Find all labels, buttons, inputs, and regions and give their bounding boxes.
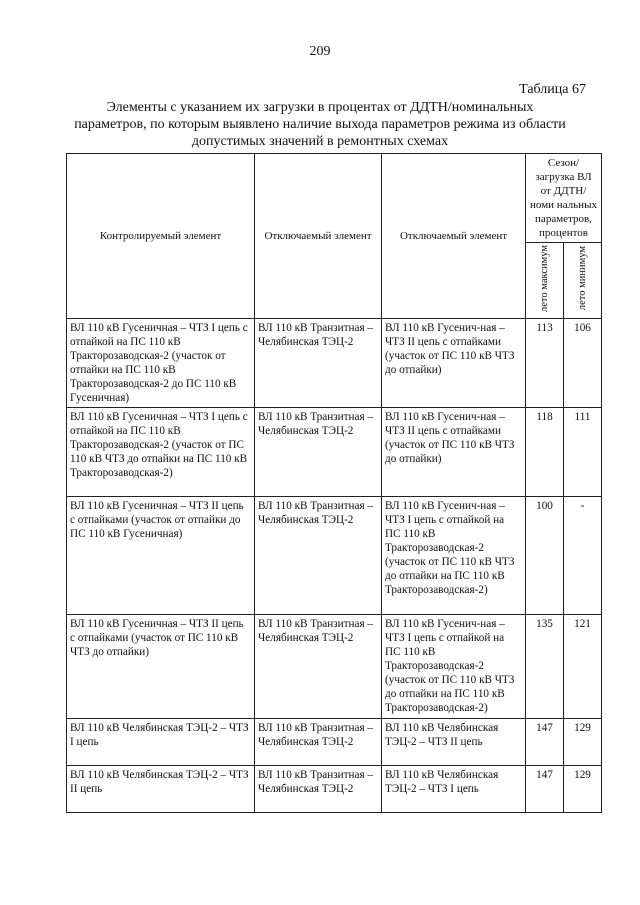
cell-disconnected-element-1: ВЛ 110 кВ Транзитная – Челябинская ТЭЦ-2 [255,496,382,614]
header-summer-min: лето минимум [577,246,588,311]
table-title: Элементы с указанием их загрузки в процентах от ДДТН/номинальных параметров, по которым выявлено наличие выхода параметров режима из области допустимых значений в ремонтных схемах [74,100,566,149]
table-row [67,614,602,718]
table-row [67,318,602,407]
cell-disconnected-element-2: ВЛ 110 кВ Гусенич-ная – ЧТЗ II цепь с отпайками (участок от ПС 110 кВ ЧТЗ до отпайки) [382,407,526,496]
cell-summer-min: 121 [564,614,602,718]
cell-summer-min: 129 [564,718,602,765]
cell-disconnected-element-1: ВЛ 110 кВ Транзитная – Челябинская ТЭЦ-2 [255,614,382,718]
header-disconnected-element-2: Отключаемый элемент [382,154,526,319]
page-number: 209 [309,44,331,59]
cell-disconnected-element-2: ВЛ 110 кВ Гусенич-ная – ЧТЗ I цепь с отпайкой на ПС 110 кВ Тракторозаводская-2 (участок от ПС 110 кВ ЧТЗ до отпайки на ПС 110 кВ Тракторозаводская-2) [382,496,526,614]
cell-summer-max: 135 [526,614,564,718]
cell-controlled-element: ВЛ 110 кВ Гусеничная – ЧТЗ I цепь с отпайкой на ПС 110 кВ Тракторозаводская-2 (участок от отпайки на ПС 110 кВ Тракторозаводская-2 до ПС 110 кВ Гусеничная) [67,318,255,407]
cell-disconnected-element-1: ВЛ 110 кВ Транзитная – Челябинская ТЭЦ-2 [255,318,382,407]
table-row [67,407,602,496]
cell-disconnected-element-2: ВЛ 110 кВ Челябинская ТЭЦ-2 – ЧТЗ I цепь [382,765,526,812]
cell-disconnected-element-1: ВЛ 110 кВ Транзитная – Челябинская ТЭЦ-2 [255,765,382,812]
table-row [67,496,602,614]
header-summer-min-cell [564,243,602,319]
cell-disconnected-element-2: ВЛ 110 кВ Гусенич-ная – ЧТЗ I цепь с отпайкой на ПС 110 кВ Тракторозаводская-2 (участок от ПС 110 кВ ЧТЗ до отпайки на ПС 110 кВ Тракторозаводская-2) [382,614,526,718]
table-row [67,765,602,812]
cell-disconnected-element-1: ВЛ 110 кВ Транзитная – Челябинская ТЭЦ-2 [255,407,382,496]
cell-summer-min: 106 [564,318,602,407]
cell-controlled-element: ВЛ 110 кВ Гусеничная – ЧТЗ I цепь с отпайкой на ПС 110 кВ Тракторозаводская-2 (участок от ПС 110 кВ ЧТЗ до отпайки на ПС 110 кВ Тракторозаводская-2) [67,407,255,496]
cell-summer-max: 113 [526,318,564,407]
cell-disconnected-element-2: ВЛ 110 кВ Челябинская ТЭЦ-2 – ЧТЗ II цепь [382,718,526,765]
cell-summer-max: 147 [526,765,564,812]
header-disconnected-element-1: Отключаемый элемент [255,154,382,319]
cell-summer-min: - [564,496,602,614]
header-controlled-element: Контролируемый элемент [67,154,255,319]
cell-controlled-element: ВЛ 110 кВ Гусеничная – ЧТЗ II цепь с отпайками (участок от ПС 110 кВ ЧТЗ до отпайки) [67,614,255,718]
header-summer-max: лето максимум [539,245,550,312]
cell-summer-max: 100 [526,496,564,614]
cell-disconnected-element-1: ВЛ 110 кВ Транзитная – Челябинская ТЭЦ-2 [255,718,382,765]
header-summer-max-cell [526,243,564,319]
table-row [67,718,602,765]
cell-controlled-element: ВЛ 110 кВ Челябинская ТЭЦ-2 – ЧТЗ II цепь [67,765,255,812]
table-label: Таблица 67 [519,82,586,97]
cell-summer-min: 129 [564,765,602,812]
header-season-load: Сезон/ загрузка ВЛ от ДДТН/номи нальных параметров, процентов [526,154,602,243]
cell-summer-max: 147 [526,718,564,765]
cell-disconnected-element-2: ВЛ 110 кВ Гусенич-ная – ЧТЗ II цепь с отпайками (участок от ПС 110 кВ ЧТЗ до отпайки) [382,318,526,407]
cell-summer-min: 111 [564,407,602,496]
cell-controlled-element: ВЛ 110 кВ Челябинская ТЭЦ-2 – ЧТЗ I цепь [67,718,255,765]
data-table [66,153,602,813]
cell-summer-max: 118 [526,407,564,496]
cell-controlled-element: ВЛ 110 кВ Гусеничная – ЧТЗ II цепь с отпайками (участок от отпайки до ПС 110 кВ Гусеничная) [67,496,255,614]
